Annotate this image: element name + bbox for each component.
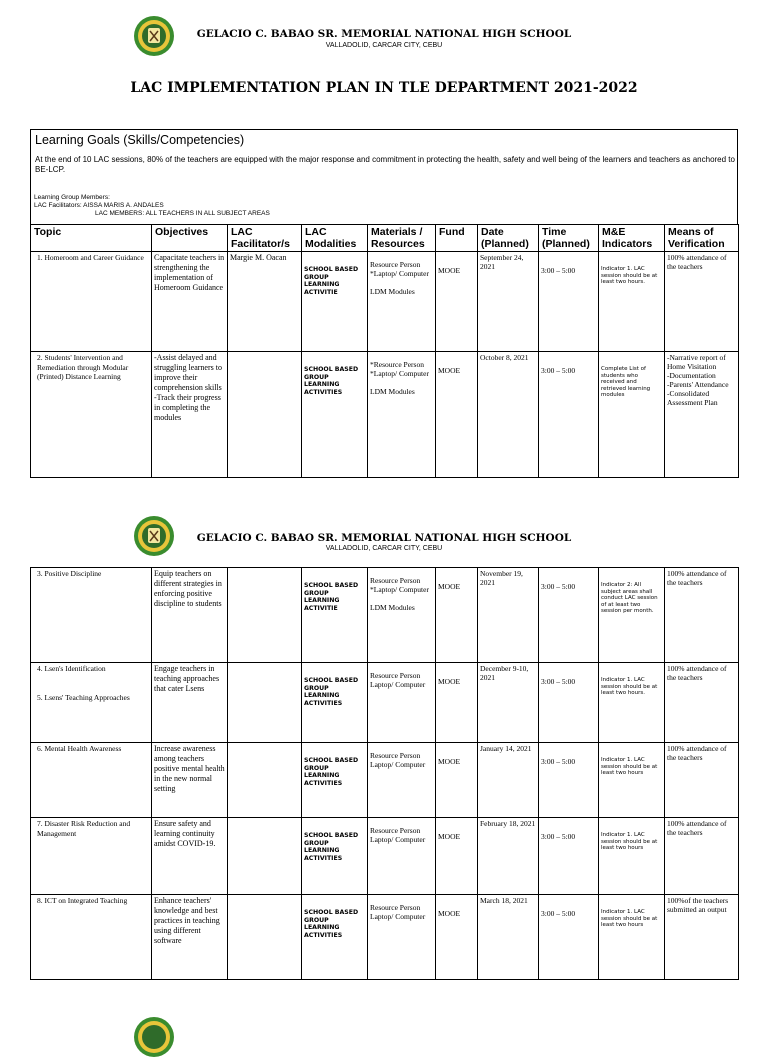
- facilitator-cell: [228, 895, 302, 980]
- modality-cell: SCHOOL BASED GROUP LEARNING ACTIVITIES: [302, 895, 368, 980]
- document-title: LAC IMPLEMENTATION PLAN IN TLE DEPARTMENT 2021-2022: [130, 80, 638, 96]
- facilitator-cell: [228, 743, 302, 818]
- table-row: [31, 252, 739, 352]
- group-members-label: Learning Group Members:: [34, 194, 110, 201]
- column-header: Materials / Resources: [368, 225, 436, 252]
- materials-cell: Resource Person *Laptop/ Computer LDM Modules: [368, 568, 436, 663]
- topic-cell: 8. ICT on Integrated Teaching: [31, 895, 152, 980]
- fund-cell: MOOE: [436, 818, 478, 895]
- school-name: GELACIO C. BABAO SR. MEMORIAL NATIONAL HIGH SCHOOL: [196, 532, 572, 544]
- topic-cell: 2. Students' Intervention and Remediation through Modular (Printed) Distance Learning: [31, 352, 152, 478]
- objectives-cell: Increase awareness among teachers positive mental health in the new normal setting: [152, 743, 228, 818]
- facilitator-cell: [228, 818, 302, 895]
- table-row: [31, 743, 739, 818]
- fund-cell: MOOE: [436, 895, 478, 980]
- column-header: M&E Indicators: [599, 225, 665, 252]
- lac-facilitators: LAC Facilitators: AISSA MARIS A. ANDALES: [34, 202, 164, 209]
- table-row: [31, 568, 739, 663]
- me-indicator-cell: Indicator 2: All subject areas shall conduct LAC session of at least two session per month.: [599, 568, 665, 663]
- plan-table-page-1: [30, 224, 739, 478]
- time-cell: 3:00 – 5:00: [539, 743, 599, 818]
- topic-cell: 6. Mental Health Awareness: [31, 743, 152, 818]
- time-cell: 3:00 – 5:00: [539, 352, 599, 478]
- objectives-cell: -Assist delayed and struggling learners to improve their comprehension skills -Track their progress in completing the modules: [152, 352, 228, 478]
- school-name: GELACIO C. BABAO SR. MEMORIAL NATIONAL HIGH SCHOOL: [196, 28, 572, 40]
- fund-cell: MOOE: [436, 568, 478, 663]
- topic-cell: 4. Lsen's Identification 5. Lsens' Teaching Approaches: [31, 663, 152, 743]
- table-header-row: [31, 225, 739, 252]
- column-header: LAC Facilitator/s: [228, 225, 302, 252]
- verification-cell: 100% attendance of the teachers: [665, 252, 739, 352]
- me-indicator-cell: Complete List of students who received and retrieved learning modules: [599, 352, 665, 478]
- school-address: VALLADOLID, CARCAR CITY, CEBU: [325, 42, 443, 49]
- learning-goals-text: At the end of 10 LAC sessions, 80% of the teachers are equipped with the major response and commitment in protecting the health, safety and well being of the learners and teachers as anchored to BE-LCP.: [35, 155, 735, 174]
- time-cell: 3:00 – 5:00: [539, 663, 599, 743]
- modality-cell: SCHOOL BASED GROUP LEARNING ACTIVITIES: [302, 663, 368, 743]
- date-cell: March 18, 2021: [478, 895, 539, 980]
- me-indicator-cell: Indicator 1. LAC session should be at least two hours: [599, 743, 665, 818]
- modality-cell: SCHOOL BASED GROUP LEARNING ACTIVITIE: [302, 252, 368, 352]
- verification-cell: 100% attendance of the teachers: [665, 568, 739, 663]
- me-indicator-cell: Indicator 1. LAC session should be at least two hours: [599, 818, 665, 895]
- time-cell: 3:00 – 5:00: [539, 895, 599, 980]
- date-cell: October 8, 2021: [478, 352, 539, 478]
- modality-cell: SCHOOL BASED GROUP LEARNING ACTIVITIES: [302, 818, 368, 895]
- table-row: [31, 663, 739, 743]
- verification-cell: 100% attendance of the teachers: [665, 663, 739, 743]
- table-row: [31, 895, 739, 980]
- modality-cell: SCHOOL BASED GROUP LEARNING ACTIVITIE: [302, 568, 368, 663]
- verification-cell: 100%of the teachers submitted an output: [665, 895, 739, 980]
- group-members: [34, 194, 734, 218]
- verification-cell: 100% attendance of the teachers: [665, 818, 739, 895]
- column-header: Date (Planned): [478, 225, 539, 252]
- fund-cell: MOOE: [436, 352, 478, 478]
- facilitator-cell: [228, 568, 302, 663]
- verification-cell: -Narrative report of Home Visitation -Documentation -Parents' Attendance -Consolidated Assessment Plan: [665, 352, 739, 478]
- date-cell: November 19, 2021: [478, 568, 539, 663]
- me-indicator-cell: Indicator 1. LAC session should be at least two hours.: [599, 252, 665, 352]
- fund-cell: MOOE: [436, 252, 478, 352]
- me-indicator-cell: Indicator 1. LAC session should be at least two hours: [599, 895, 665, 980]
- modality-cell: SCHOOL BASED GROUP LEARNING ACTIVITIES: [302, 743, 368, 818]
- column-header: LAC Modalities: [302, 225, 368, 252]
- date-cell: December 9-10, 2021: [478, 663, 539, 743]
- objectives-cell: Capacitate teachers in strengthening the implementation of Homeroom Guidance: [152, 252, 228, 352]
- table-row: [31, 818, 739, 895]
- me-indicator-cell: Indicator 1. LAC session should be at least two hours.: [599, 663, 665, 743]
- column-header: Objectives: [152, 225, 228, 252]
- column-header: Fund: [436, 225, 478, 252]
- objectives-cell: Ensure safety and learning continuity amidst COVID-19.: [152, 818, 228, 895]
- date-cell: February 18, 2021: [478, 818, 539, 895]
- school-address: VALLADOLID, CARCAR CITY, CEBU: [325, 545, 443, 552]
- learning-goals-box: [30, 129, 738, 224]
- date-cell: September 24, 2021: [478, 252, 539, 352]
- facilitator-cell: Margie M. Oacan: [228, 252, 302, 352]
- materials-cell: Resource Person Laptop/ Computer: [368, 818, 436, 895]
- modality-cell: SCHOOL BASED GROUP LEARNING ACTIVITIES: [302, 352, 368, 478]
- school-seal-logo: [133, 1016, 175, 1058]
- learning-goals-heading: Learning Goals (Skills/Competencies): [35, 133, 245, 147]
- materials-cell: Resource Person Laptop/ Computer: [368, 743, 436, 818]
- column-header: Topic: [31, 225, 152, 252]
- time-cell: 3:00 – 5:00: [539, 252, 599, 352]
- verification-cell: 100% attendance of the teachers: [665, 743, 739, 818]
- column-header: Means of Verification: [665, 225, 739, 252]
- plan-table-page-2: [30, 567, 739, 980]
- column-header: Time (Planned): [539, 225, 599, 252]
- facilitator-cell: [228, 663, 302, 743]
- table-row: [31, 352, 739, 478]
- fund-cell: MOOE: [436, 663, 478, 743]
- facilitator-cell: [228, 352, 302, 478]
- date-cell: January 14, 2021: [478, 743, 539, 818]
- topic-cell: 7. Disaster Risk Reduction and Management: [31, 818, 152, 895]
- objectives-cell: Equip teachers on different strategies in enforcing positive discipline to students: [152, 568, 228, 663]
- fund-cell: MOOE: [436, 743, 478, 818]
- objectives-cell: Enhance teachers' knowledge and best practices in teaching using different software: [152, 895, 228, 980]
- materials-cell: Resource Person Laptop/ Computer: [368, 663, 436, 743]
- time-cell: 3:00 – 5:00: [539, 818, 599, 895]
- topic-cell: 3. Positive Discipline: [31, 568, 152, 663]
- time-cell: 3:00 – 5:00: [539, 568, 599, 663]
- materials-cell: Resource Person *Laptop/ Computer LDM Modules: [368, 252, 436, 352]
- materials-cell: Resource Person Laptop/ Computer: [368, 895, 436, 980]
- topic-cell: 1. Homeroom and Career Guidance: [31, 252, 152, 352]
- objectives-cell: Engage teachers in teaching approaches that cater Lsens: [152, 663, 228, 743]
- materials-cell: *Resource Person *Laptop/ Computer LDM Modules: [368, 352, 436, 478]
- lac-members: LAC MEMBERS: ALL TEACHERS IN ALL SUBJECT AREAS: [95, 210, 270, 217]
